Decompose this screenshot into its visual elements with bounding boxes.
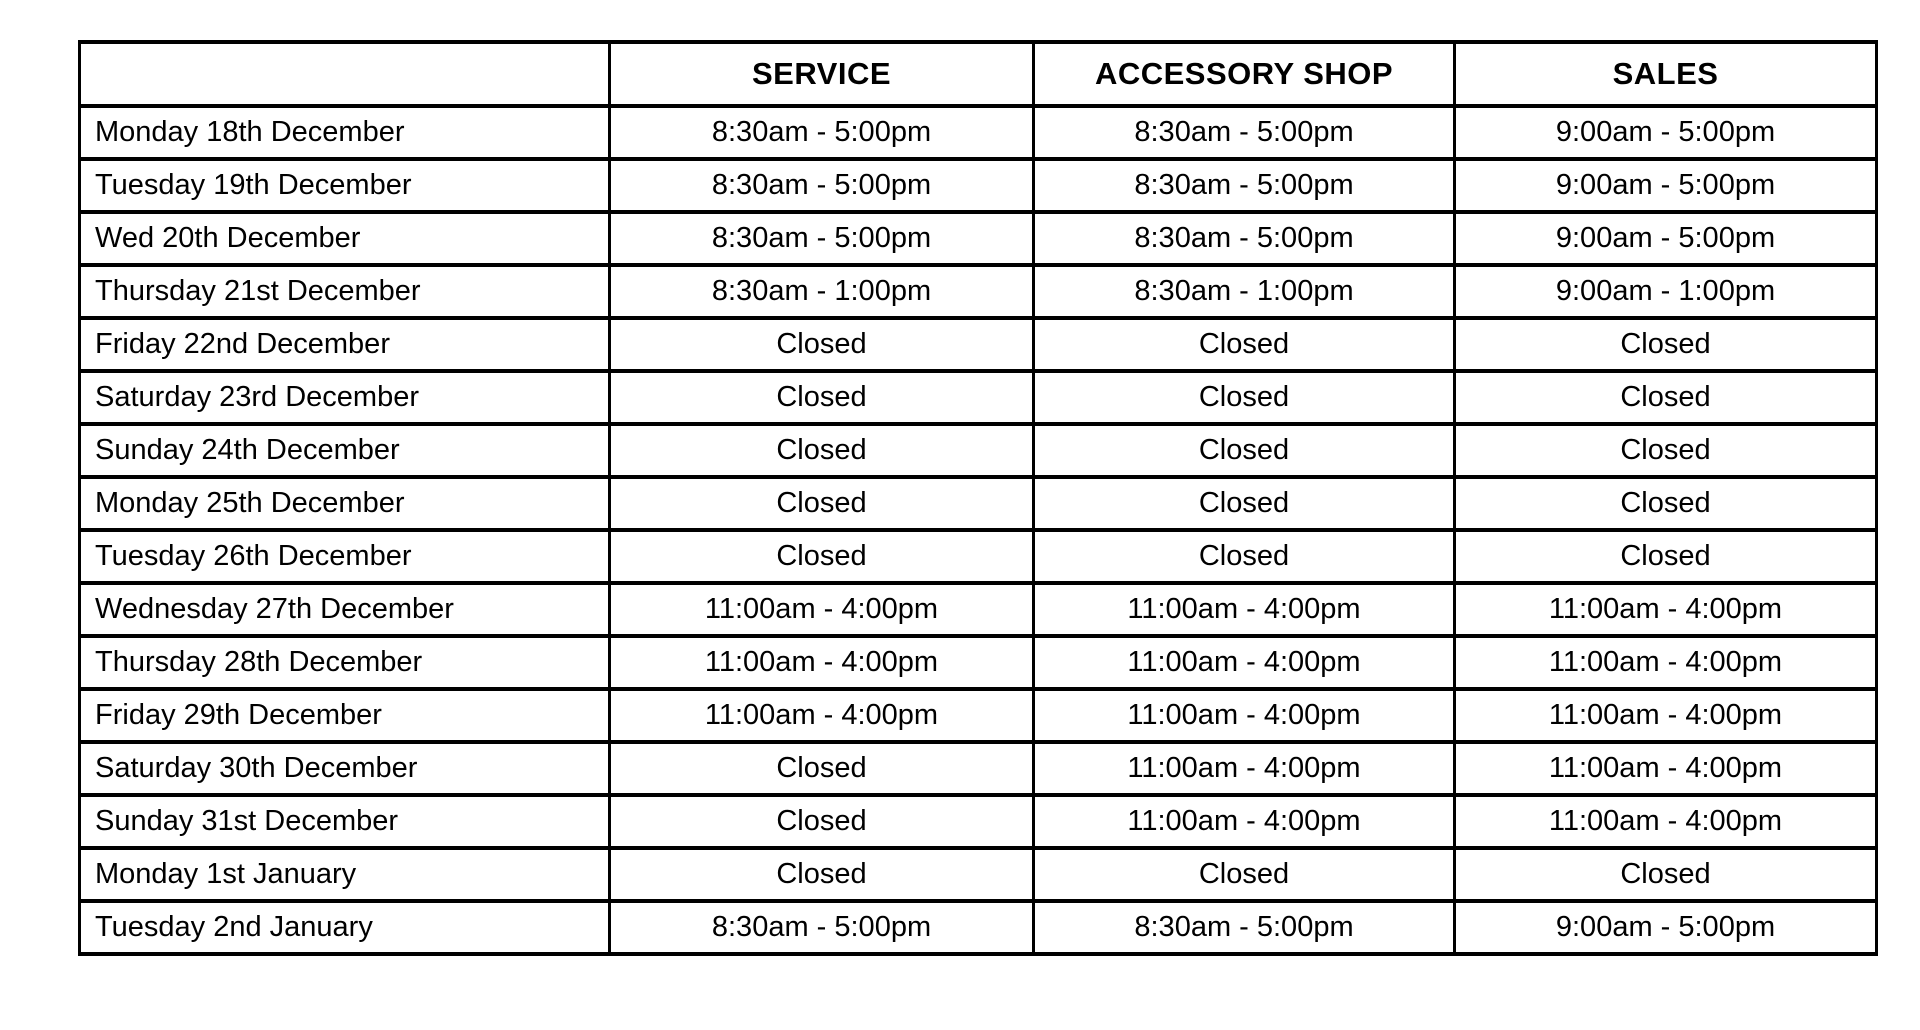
date-cell: Saturday 30th December bbox=[80, 742, 610, 795]
sales-cell: 11:00am - 4:00pm bbox=[1455, 795, 1877, 848]
table-row bbox=[80, 901, 1877, 954]
accessory-shop-cell: 8:30am - 5:00pm bbox=[1034, 106, 1455, 159]
table-header bbox=[80, 42, 1877, 106]
date-cell: Tuesday 19th December bbox=[80, 159, 610, 212]
service-cell: 8:30am - 1:00pm bbox=[610, 265, 1034, 318]
date-cell: Sunday 24th December bbox=[80, 424, 610, 477]
table-row bbox=[80, 318, 1877, 371]
sales-cell: 9:00am - 5:00pm bbox=[1455, 901, 1877, 954]
date-cell: Wednesday 27th December bbox=[80, 583, 610, 636]
date-cell: Friday 22nd December bbox=[80, 318, 610, 371]
service-cell: Closed bbox=[610, 371, 1034, 424]
accessory-shop-cell: Closed bbox=[1034, 477, 1455, 530]
sales-cell: Closed bbox=[1455, 530, 1877, 583]
service-cell: 8:30am - 5:00pm bbox=[610, 901, 1034, 954]
accessory-shop-cell: Closed bbox=[1034, 848, 1455, 901]
header-row bbox=[80, 42, 1877, 106]
service-cell: 11:00am - 4:00pm bbox=[610, 689, 1034, 742]
table-body bbox=[80, 106, 1877, 954]
table-row bbox=[80, 583, 1877, 636]
sales-cell: 11:00am - 4:00pm bbox=[1455, 742, 1877, 795]
date-cell: Saturday 23rd December bbox=[80, 371, 610, 424]
service-cell: Closed bbox=[610, 318, 1034, 371]
sales-cell: 11:00am - 4:00pm bbox=[1455, 636, 1877, 689]
table-row bbox=[80, 159, 1877, 212]
date-cell: Sunday 31st December bbox=[80, 795, 610, 848]
table-row bbox=[80, 106, 1877, 159]
date-cell: Monday 1st January bbox=[80, 848, 610, 901]
opening-hours-table bbox=[78, 40, 1878, 956]
service-cell: Closed bbox=[610, 424, 1034, 477]
service-cell: Closed bbox=[610, 477, 1034, 530]
service-cell: 8:30am - 5:00pm bbox=[610, 159, 1034, 212]
sales-cell: 11:00am - 4:00pm bbox=[1455, 583, 1877, 636]
date-cell: Tuesday 2nd January bbox=[80, 901, 610, 954]
date-cell: Thursday 21st December bbox=[80, 265, 610, 318]
accessory-shop-cell: Closed bbox=[1034, 318, 1455, 371]
service-cell: Closed bbox=[610, 848, 1034, 901]
table-row bbox=[80, 265, 1877, 318]
sales-cell: Closed bbox=[1455, 477, 1877, 530]
service-cell: 11:00am - 4:00pm bbox=[610, 583, 1034, 636]
sales-cell: 9:00am - 1:00pm bbox=[1455, 265, 1877, 318]
date-cell: Monday 25th December bbox=[80, 477, 610, 530]
sales-cell: 11:00am - 4:00pm bbox=[1455, 689, 1877, 742]
service-cell: 8:30am - 5:00pm bbox=[610, 106, 1034, 159]
date-cell: Thursday 28th December bbox=[80, 636, 610, 689]
sales-cell: Closed bbox=[1455, 371, 1877, 424]
table-row bbox=[80, 371, 1877, 424]
sales-cell: 9:00am - 5:00pm bbox=[1455, 159, 1877, 212]
service-cell: Closed bbox=[610, 742, 1034, 795]
table-row bbox=[80, 212, 1877, 265]
sales-cell: 9:00am - 5:00pm bbox=[1455, 106, 1877, 159]
date-cell: Friday 29th December bbox=[80, 689, 610, 742]
header-cell-date bbox=[80, 42, 610, 106]
accessory-shop-cell: 8:30am - 5:00pm bbox=[1034, 159, 1455, 212]
accessory-shop-cell: 11:00am - 4:00pm bbox=[1034, 636, 1455, 689]
header-cell-service: SERVICE bbox=[610, 42, 1034, 106]
sales-cell: 9:00am - 5:00pm bbox=[1455, 212, 1877, 265]
date-cell: Wed 20th December bbox=[80, 212, 610, 265]
table-row bbox=[80, 795, 1877, 848]
header-cell-accessory-shop: ACCESSORY SHOP bbox=[1034, 42, 1455, 106]
table-row bbox=[80, 530, 1877, 583]
table-row bbox=[80, 636, 1877, 689]
service-cell: Closed bbox=[610, 795, 1034, 848]
accessory-shop-cell: 8:30am - 5:00pm bbox=[1034, 901, 1455, 954]
accessory-shop-cell: 11:00am - 4:00pm bbox=[1034, 742, 1455, 795]
accessory-shop-cell: 11:00am - 4:00pm bbox=[1034, 795, 1455, 848]
service-cell: Closed bbox=[610, 530, 1034, 583]
accessory-shop-cell: 8:30am - 5:00pm bbox=[1034, 212, 1455, 265]
date-cell: Monday 18th December bbox=[80, 106, 610, 159]
sales-cell: Closed bbox=[1455, 318, 1877, 371]
table-row bbox=[80, 742, 1877, 795]
accessory-shop-cell: Closed bbox=[1034, 371, 1455, 424]
table-row bbox=[80, 477, 1877, 530]
table-row bbox=[80, 848, 1877, 901]
accessory-shop-cell: 11:00am - 4:00pm bbox=[1034, 689, 1455, 742]
accessory-shop-cell: 8:30am - 1:00pm bbox=[1034, 265, 1455, 318]
accessory-shop-cell: 11:00am - 4:00pm bbox=[1034, 583, 1455, 636]
service-cell: 8:30am - 5:00pm bbox=[610, 212, 1034, 265]
date-cell: Tuesday 26th December bbox=[80, 530, 610, 583]
table-row bbox=[80, 424, 1877, 477]
accessory-shop-cell: Closed bbox=[1034, 530, 1455, 583]
accessory-shop-cell: Closed bbox=[1034, 424, 1455, 477]
header-cell-sales: SALES bbox=[1455, 42, 1877, 106]
sales-cell: Closed bbox=[1455, 848, 1877, 901]
sales-cell: Closed bbox=[1455, 424, 1877, 477]
table-row bbox=[80, 689, 1877, 742]
service-cell: 11:00am - 4:00pm bbox=[610, 636, 1034, 689]
